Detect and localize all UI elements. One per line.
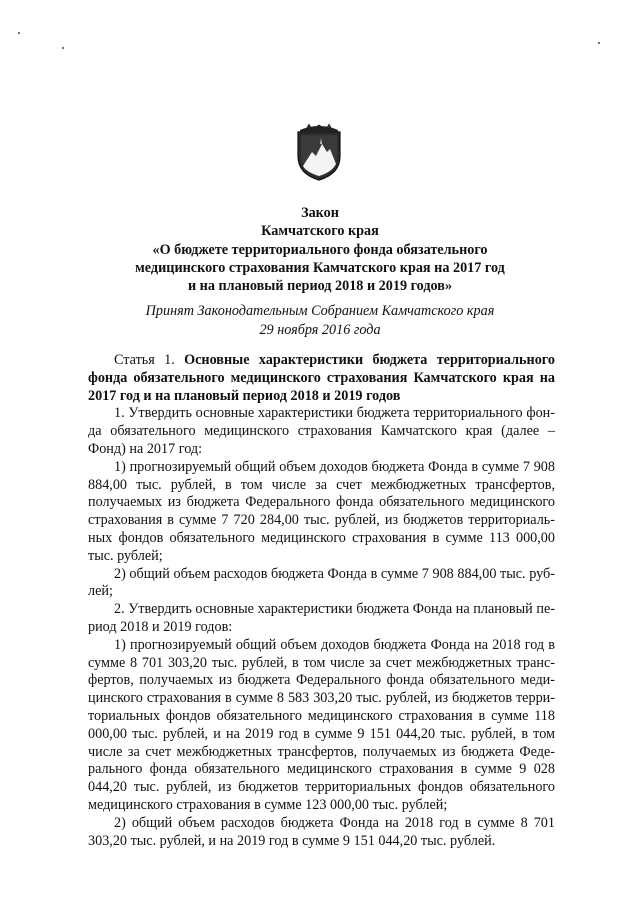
article-label: Статья 1. [114,352,185,368]
adoption-note [60,302,580,339]
law-name-line: медицинского страхования Камчатского края на 2017 год [135,259,505,276]
kamchatka-coat-of-arms-icon [294,122,344,182]
law-title-block [60,204,580,295]
paragraph-1-item-1: 1) прогнозируемый общий объем доходов бюджета Фонда в сумме 7 908 884,00 тыс. рублей, в том числе за счет межбюджетных трансфертов, получаемых из бюджета Федерального фонда обязательного медицинского страхования в сумме 7 720 284,00 тыс. рублей, из бюджетов территориальных фондов обязательного медицинского страхования в сумме 113 000,00 тыс. рублей; [88,458,555,564]
scan-speck [598,42,600,44]
adoption-body: Принят Законодательным Собранием Камчатского края [145,303,495,319]
paragraph-1-item-2: 2) общий объем расходов бюджета Фонда в сумме 7 908 884,00 тыс. рублей; [88,565,555,600]
law-region: Камчатского края [261,223,379,240]
scan-speck [62,47,64,49]
law-title: Закон [301,205,339,221]
adoption-date: 29 ноября 2016 года [259,321,381,338]
article-heading-paragraph [88,352,555,405]
paragraph-1: 1. Утвердить основные характеристики бюджета территориального фонда обязательного медицинского страхования Камчатского края (далее – Фонд) на 2017 год: [88,405,555,457]
paragraph-2-item-2: 2) общий объем расходов бюджета Фонда на 2018 год в сумме 8 701 303,20 тыс. рублей, и на 2019 год в сумме 9 151 044,20 тыс. рублей. [88,814,555,849]
article-heading: Основные характеристики бюджета территориального фонда обязательного медицинского страхования Камчатского края на 2017 год и на плановый период 2018 и 2019 годов [88,352,555,404]
paragraph-2: 2. Утвердить основные характеристики бюджета Фонда на плановый период 2018 и 2019 годов: [88,601,555,635]
scan-speck [18,32,20,34]
paragraph-2-item-1: 1) прогнозируемый общий объем доходов бюджета Фонда на 2018 год в сумме 8 701 303,20 тыс. рублей, в том числе за счет межбюджетных трансфертов, получаемых из бюджета Федерального фонда обязательного медицинского страхования в сумме 8 583 303,20 тыс. рублей, из бюджетов территориальных фондов обязательного медицинского страхования в сумме 118 000,00 тыс. рублей, и на 2019 год в сумме 9 151 044,20 тыс. рублей, в том числе за счет межбюджетных трансфертов, получаемых из бюджета Федерального фонда обязательного медицинского страхования в сумме 9 028 044,20 тыс. рублей, из бюджетов территориальных фондов обязательного медицинского страхования в сумме 123 000,00 тыс. рублей; [88,636,555,813]
law-name-line: «О бюджете территориального фонда обязательного [152,241,488,258]
article-1 [88,352,555,850]
law-name-line: и на плановый период 2018 и 2019 годов» [187,278,453,295]
